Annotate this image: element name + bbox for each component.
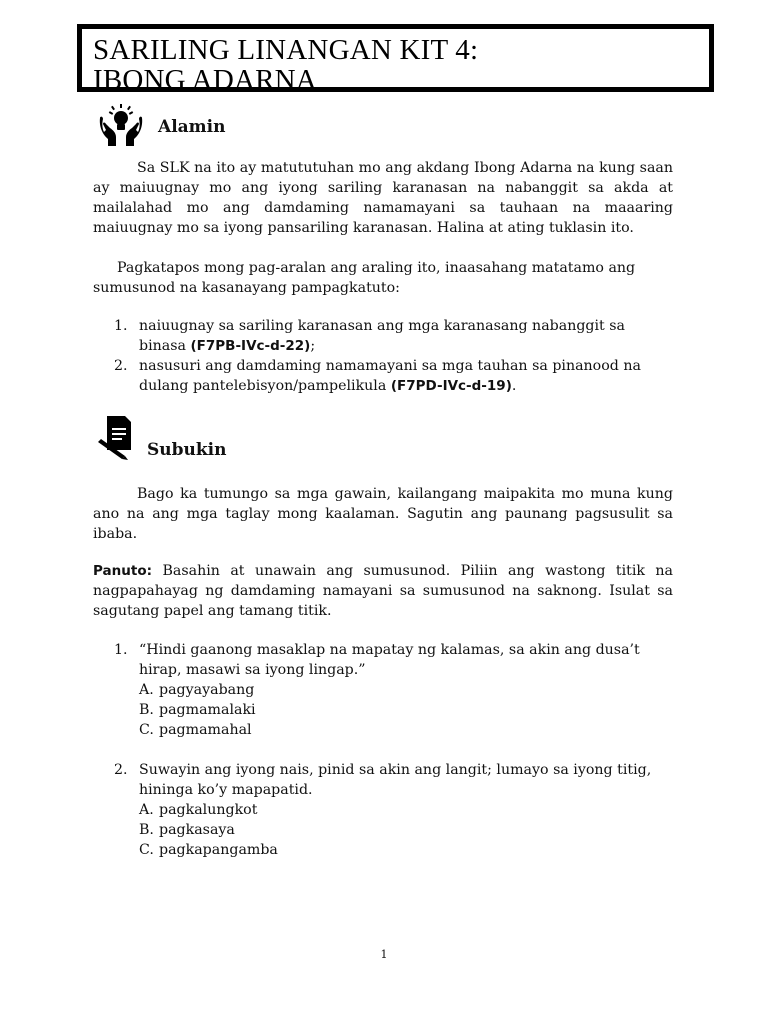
- subukin-intro: Bago ka tumungo sa mga gawain, kailangang maipakita mo muna kung ano na ang mga taglay mong kaalaman. Sagutin ang paunang pagsusulit sa ibaba.: [93, 486, 673, 542]
- objective-item: [114, 316, 674, 356]
- option-text: pagkapangamba: [159, 842, 278, 858]
- hands-lightbulb-icon: [96, 104, 146, 148]
- document-pencil-icon: [97, 416, 133, 460]
- question-list: [114, 640, 674, 860]
- objective-number: 2.: [114, 358, 128, 374]
- option-text: pagkalungkot: [159, 802, 258, 818]
- option-letter: A.: [139, 682, 154, 698]
- option-letter: B.: [139, 702, 154, 718]
- question-number: 2.: [114, 762, 128, 778]
- answer-option[interactable]: [139, 700, 674, 720]
- page-number: 1: [380, 948, 388, 961]
- option-text: pagmamalaki: [159, 702, 256, 718]
- panuto-instructions: [93, 561, 673, 621]
- panuto-text: Basahin at unawain ang sumusunod. Piliin ang wastong titik na nagpapahayag ng damdaming namayani sa sumusunod na saknong. Isulat sa sagutang papel ang tamang titik.: [93, 563, 673, 619]
- objective-punct: .: [511, 378, 517, 394]
- objectives-list: [114, 316, 674, 396]
- alamin-heading: Alamin: [158, 117, 226, 137]
- objective-item: [114, 356, 674, 396]
- answer-option[interactable]: [139, 820, 674, 840]
- option-text: pagkasaya: [159, 822, 235, 838]
- panuto-label: Panuto:: [93, 563, 152, 579]
- question-item: [114, 760, 674, 860]
- option-letter: A.: [139, 802, 154, 818]
- answer-option[interactable]: [139, 800, 674, 820]
- competency-code: (F7PB-IVc-d-22): [190, 338, 311, 354]
- question-text: “Hindi gaanong masaklap na mapatay ng kalamas, sa akin ang dusa’t hirap, masawi sa iyong lingap.”: [139, 642, 640, 678]
- alamin-intro: Sa SLK na ito ay matututuhan mo ang akdang Ibong Adarna na kung saan ay maiuugnay mo ang iyong sariling karanasan na nabanggit sa akda at mailalahad mo ang damdaming namamayani sa tauhaan na maaaring maiuugnay mo sa iyong pansariling karanasan. Halina at ating tuklasin ito.: [93, 160, 673, 236]
- question-number: 1.: [114, 642, 128, 658]
- option-letter: C.: [139, 722, 154, 738]
- objective-text: nasusuri ang damdaming namamayani sa mga tauhan sa pinanood na dulang pantelebisyon/pampelikula: [139, 358, 641, 394]
- answer-option[interactable]: [139, 720, 674, 740]
- option-letter: B.: [139, 822, 154, 838]
- option-text: pagyayabang: [159, 682, 255, 698]
- competency-code: (F7PD-IVc-d-19): [390, 378, 512, 394]
- answer-option[interactable]: [139, 840, 674, 860]
- title-box: [77, 24, 714, 96]
- objective-text: naiuugnay sa sariling karanasan ang mga karanasang nabanggit sa binasa: [139, 318, 625, 354]
- objectives-intro: Pagkatapos mong pag-aralan ang araling ito, inaasahang matatamo ang sumusunod na kasanayang pampagkatuto:: [93, 260, 636, 296]
- option-letter: C.: [139, 842, 154, 858]
- subukin-heading: Subukin: [147, 440, 227, 460]
- objective-number: 1.: [114, 318, 128, 334]
- question-text: Suwayin ang iyong nais, pinid sa akin ang langit; lumayo sa iyong titig, hininga ko’y mapapatid.: [139, 762, 652, 798]
- page-title-line2: IBONG ADARNA: [93, 64, 317, 96]
- page-title-line1: SARILING LINANGAN KIT 4:: [93, 34, 479, 66]
- answer-option[interactable]: [139, 680, 674, 700]
- objective-punct: ;: [310, 338, 316, 354]
- question-item: [114, 640, 674, 740]
- option-text: pagmamahal: [159, 722, 252, 738]
